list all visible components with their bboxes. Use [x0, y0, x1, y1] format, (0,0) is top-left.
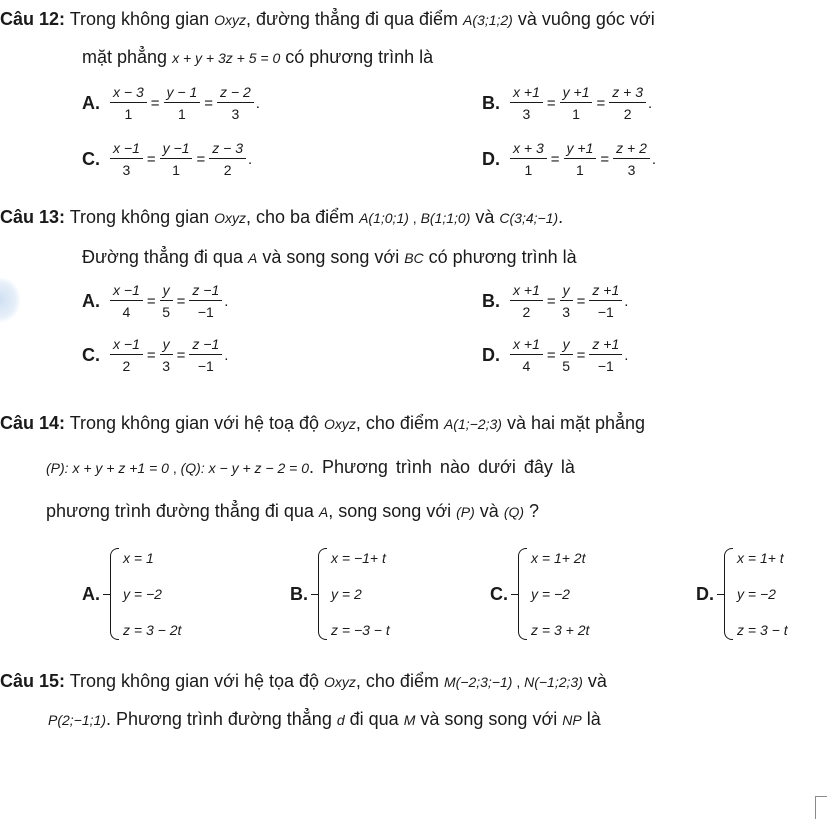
left-brace: [110, 548, 119, 640]
numerator: z − 2: [217, 84, 254, 103]
numerator: x +1: [510, 336, 543, 355]
math-a: A: [247, 250, 258, 266]
denominator: 1: [172, 162, 180, 178]
period: .: [224, 346, 229, 364]
option-label: D.: [696, 583, 714, 604]
text: có phương trình là: [280, 47, 434, 67]
equation-system: [724, 548, 788, 640]
math-point-b: B(1;1;0): [420, 210, 471, 226]
denominator: 2: [522, 304, 531, 320]
math-plane: x + y + 3z + 5 = 0: [172, 50, 281, 66]
fraction: [160, 336, 173, 374]
denominator: 3: [162, 358, 171, 374]
numerator: y: [560, 336, 573, 355]
option-label: A.: [82, 92, 100, 113]
fraction: [189, 282, 222, 320]
text: , cho điểm: [355, 671, 444, 691]
fraction: [589, 282, 622, 320]
denominator: 3: [627, 162, 636, 178]
q14-option-d[interactable]: [696, 548, 788, 640]
question-13-line-2: [82, 246, 577, 269]
numerator: y: [560, 282, 573, 301]
math-a: A: [318, 504, 329, 520]
question-15-line-2: [48, 708, 601, 731]
equation-row: x = 1: [123, 550, 154, 566]
q13-option-a[interactable]: [82, 282, 228, 320]
numerator: z −1: [189, 282, 222, 301]
text: .: [558, 207, 564, 227]
q13-option-b[interactable]: [482, 282, 628, 320]
question-13-line-1: [0, 206, 563, 229]
text: và hai mặt phẳng: [501, 413, 646, 433]
text: phương trình đường thẳng đi qua: [46, 501, 319, 521]
math-np: NP: [562, 712, 582, 728]
denominator: 1: [524, 162, 533, 178]
numerator: x −1: [110, 336, 143, 355]
numerator: z + 3: [609, 84, 646, 103]
fraction: [217, 84, 254, 122]
fraction: [110, 84, 147, 122]
denominator: 3: [562, 304, 571, 320]
text: và song song với: [415, 709, 563, 729]
denominator: 1: [124, 106, 133, 122]
fraction: [564, 140, 597, 178]
math-oxyz: Oxyz: [324, 674, 356, 690]
denominator: −1: [597, 304, 614, 320]
equals: =: [196, 150, 206, 168]
q13-option-d[interactable]: [482, 336, 628, 374]
text: Trong không gian: [65, 207, 215, 227]
equation-row: x = 1+ 2t: [531, 550, 586, 566]
question-14-line-3: [46, 500, 539, 523]
period: .: [651, 150, 657, 168]
denominator: 3: [522, 106, 531, 122]
option-label: C.: [82, 148, 100, 169]
text: đi qua: [344, 709, 404, 729]
equation-row: z = −3 − t: [331, 622, 390, 638]
denominator: 5: [562, 358, 571, 374]
fraction: [560, 84, 593, 122]
math-q: (Q): [503, 504, 525, 520]
math-oxyz: Oxyz: [214, 12, 247, 28]
equation-row: z = 3 − t: [737, 622, 788, 638]
equals: =: [546, 346, 556, 364]
numerator: z +1: [589, 282, 622, 301]
equals: =: [550, 150, 560, 168]
question-12-line-1: [0, 8, 655, 31]
denominator: 1: [177, 106, 186, 122]
equation-system: [110, 548, 181, 640]
fraction: [510, 84, 543, 122]
fraction: [613, 140, 650, 178]
q13-option-c[interactable]: [82, 336, 228, 374]
equation-row: y = 2: [331, 586, 362, 602]
numerator: y: [160, 282, 173, 301]
math-point-a: A(1;−2;3): [443, 416, 502, 432]
equals: =: [176, 346, 186, 364]
option-label: D.: [482, 148, 500, 169]
fraction: [160, 140, 193, 178]
q12-option-b[interactable]: [482, 84, 652, 122]
math-bc: BC: [404, 250, 424, 266]
math-plane-q: (Q): x − y + z − 2 = 0: [180, 460, 310, 476]
denominator: 2: [623, 106, 632, 122]
numerator: x −1: [110, 282, 143, 301]
numerator: y +1: [560, 84, 593, 103]
fraction: [589, 336, 622, 374]
math-point-p: P(2;−1;1): [48, 712, 106, 728]
option-label: B.: [290, 583, 308, 604]
equation-row: y = −2: [531, 586, 570, 602]
fraction: [164, 84, 201, 122]
text: , đường thẳng đi qua điểm: [246, 9, 464, 29]
period: .: [224, 292, 229, 310]
period: .: [624, 346, 629, 364]
math-oxyz: Oxyz: [324, 416, 356, 432]
numerator: y +1: [564, 140, 597, 159]
left-brace: [724, 548, 733, 640]
math-p: (P): [456, 504, 475, 520]
left-edge-highlight: [0, 278, 20, 322]
equals: =: [150, 94, 160, 112]
option-label: A.: [82, 290, 100, 311]
option-label: C.: [490, 583, 508, 604]
text: và song song với: [257, 247, 405, 267]
math-oxyz: Oxyz: [214, 210, 247, 226]
math-point-c: C(3;4;−1): [499, 210, 559, 226]
q12-option-a[interactable]: [82, 84, 260, 122]
option-label: A.: [82, 583, 100, 604]
text: và vuông góc với: [512, 9, 655, 29]
question-14-line-2: [46, 456, 575, 479]
text: và: [582, 671, 607, 691]
fraction: [510, 140, 547, 178]
question-12-line-2: [82, 46, 433, 69]
question-14-number: Câu 14:: [0, 413, 66, 433]
equals: =: [146, 346, 156, 364]
left-brace: [318, 548, 327, 640]
question-12-number: Câu 12:: [0, 9, 66, 29]
q14-option-b[interactable]: [290, 548, 390, 640]
equals: =: [204, 94, 214, 112]
math-point-m: M(−2;3;−1): [443, 674, 513, 690]
question-13-number: Câu 13:: [0, 207, 66, 227]
option-label: D.: [482, 344, 500, 365]
text: là: [581, 709, 601, 729]
text: , cho điểm: [355, 413, 444, 433]
equation-row: x = 1+ t: [737, 550, 784, 566]
text: ,: [408, 210, 421, 226]
equals: =: [600, 150, 610, 168]
denominator: 4: [522, 358, 531, 374]
left-brace: [518, 548, 527, 640]
numerator: x + 3: [510, 140, 547, 159]
numerator: z + 2: [613, 140, 650, 159]
text: Trong không gian: [65, 9, 215, 29]
text: ,: [168, 460, 181, 476]
text: . Phương trình đường thẳng: [105, 709, 337, 729]
period: .: [648, 94, 653, 112]
text: Trong không gian với hệ toạ độ: [65, 413, 325, 433]
denominator: 4: [122, 304, 131, 320]
numerator: x +1: [510, 282, 543, 301]
fraction: [609, 84, 646, 122]
text: và: [470, 207, 500, 227]
numerator: z −1: [189, 336, 222, 355]
math-d: d: [336, 712, 345, 728]
denominator: 2: [122, 358, 131, 374]
math-point-a: A(1;0;1): [359, 210, 409, 226]
option-label: B.: [482, 92, 500, 113]
equals: =: [146, 150, 156, 168]
denominator: 1: [576, 162, 584, 178]
fraction: [209, 140, 246, 178]
q14-option-c[interactable]: [490, 548, 589, 640]
equation-row: z = 3 + 2t: [531, 622, 590, 638]
math-point-n: N(−1;2;3): [524, 674, 583, 690]
denominator: −1: [197, 358, 214, 374]
period: .: [248, 150, 253, 168]
fraction: [110, 140, 143, 178]
numerator: z +1: [589, 336, 622, 355]
equation-row: x = −1+ t: [331, 550, 386, 566]
q14-option-a[interactable]: [82, 548, 181, 640]
option-label: C.: [82, 344, 100, 365]
option-label: B.: [482, 290, 500, 311]
denominator: −1: [197, 304, 214, 320]
fraction: [560, 282, 573, 320]
equals: =: [596, 94, 606, 112]
q12-option-d[interactable]: [482, 140, 656, 178]
numerator: z − 3: [209, 140, 246, 159]
equals: =: [176, 292, 186, 310]
question-15-line-1: [0, 670, 607, 693]
numerator: y − 1: [164, 84, 201, 103]
fraction: [110, 282, 143, 320]
question-14-line-1: [0, 412, 645, 435]
equation-row: y = −2: [123, 586, 162, 602]
numerator: y −1: [160, 140, 193, 159]
equals: =: [576, 346, 586, 364]
denominator: 3: [231, 106, 240, 122]
numerator: x −1: [110, 140, 143, 159]
text: ,: [512, 674, 525, 690]
equals: =: [146, 292, 156, 310]
numerator: x +1: [510, 84, 543, 103]
q12-option-c[interactable]: [82, 140, 252, 178]
text: Trong không gian với hệ tọa độ: [65, 671, 325, 691]
period: .: [624, 292, 629, 310]
fraction: [510, 282, 543, 320]
math-plane-p: (P): x + y + z +1 = 0: [46, 460, 169, 476]
equals: =: [546, 94, 556, 112]
fraction: [510, 336, 543, 374]
period: .: [255, 94, 260, 112]
fraction: [560, 336, 573, 374]
text: và: [474, 501, 504, 521]
fraction: [110, 336, 143, 374]
equation-system: [518, 548, 589, 640]
denominator: 5: [162, 304, 171, 320]
numerator: x − 3: [110, 84, 147, 103]
math-point-a: A(3;1;2): [463, 12, 513, 28]
fraction: [160, 282, 173, 320]
equation-row: z = 3 − 2t: [123, 622, 182, 638]
denominator: −1: [597, 358, 614, 374]
denominator: 2: [223, 162, 232, 178]
text: mặt phẳng: [82, 47, 173, 67]
math-m: M: [403, 712, 416, 728]
denominator: 3: [122, 162, 131, 178]
question-15-number: Câu 15:: [0, 671, 66, 691]
fraction: [189, 336, 222, 374]
denominator: 1: [572, 106, 580, 122]
equation-row: y = −2: [737, 586, 776, 602]
equals: =: [576, 292, 586, 310]
text: . Phương trình nào dưới đây là: [309, 457, 575, 477]
text: , cho ba điểm: [246, 207, 360, 227]
text: , song song với: [328, 501, 457, 521]
text: Đường thẳng đi qua: [82, 247, 248, 267]
text: ?: [524, 501, 540, 521]
text: có phương trình là: [423, 247, 577, 267]
numerator: y: [160, 336, 173, 355]
equals: =: [546, 292, 556, 310]
equation-system: [318, 548, 390, 640]
